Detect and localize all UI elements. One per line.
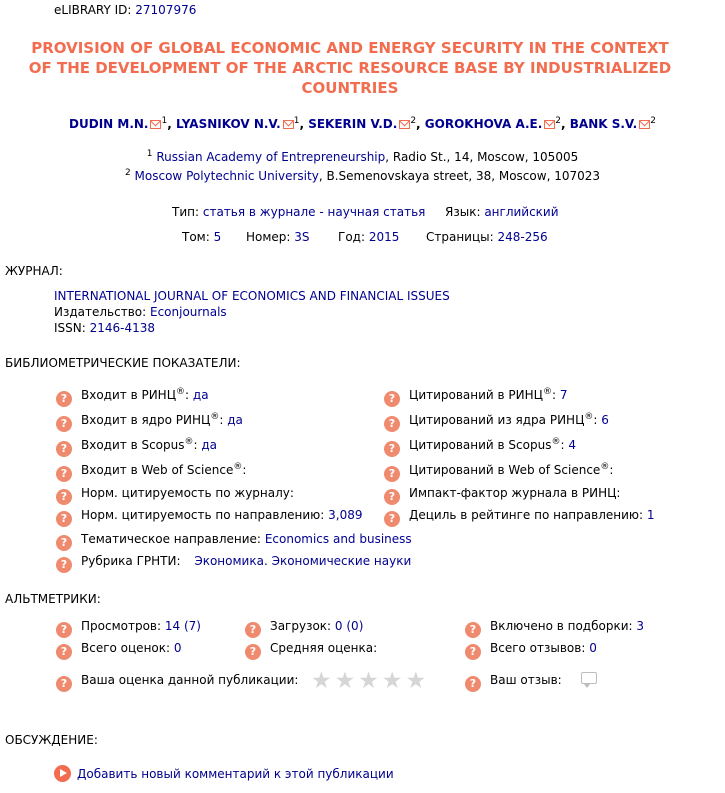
author-list: DUDIN M.N. $^1$, LYASNIKOV N.V. $^1$, SEKERIN V.D. $^2$, GOROKHOVA A.E. $^2$, BANK S.V. $^2$ xyxy=(69,116,656,131)
downloads-value[interactable]: 0 (0) xyxy=(334,619,364,633)
help-icon[interactable]: ? xyxy=(56,622,72,638)
alt-your-review xyxy=(465,673,562,692)
help-icon[interactable]: ? xyxy=(465,622,481,638)
metric-label: Входит в Scopus xyxy=(81,438,185,452)
metric-label: Входит в ядро РИНЦ xyxy=(81,413,211,427)
help-icon[interactable]: ? xyxy=(245,644,261,660)
metric-value[interactable]: да xyxy=(192,388,209,402)
alt-collections xyxy=(465,619,644,638)
metric-subject-area xyxy=(56,531,412,551)
affiliation-2 xyxy=(0,168,725,183)
metric-value[interactable]: 1 xyxy=(646,508,655,522)
author-link[interactable]: GOROKHOVA A.E. xyxy=(424,117,543,131)
help-icon[interactable]: ? xyxy=(245,622,261,638)
type-value[interactable]: статья в журнале - научная статья xyxy=(202,205,426,219)
volume-label: Том: xyxy=(182,230,210,244)
metric-label: Цитирований в РИНЦ xyxy=(409,388,543,402)
metric-label: Норм. цитируемость по направлению: xyxy=(81,508,325,522)
metric-label: Дециль в рейтинге по направлению: xyxy=(409,508,644,522)
altmetrics-heading: АЛЬТМЕТРИКИ: xyxy=(5,592,101,606)
metric-impact-factor xyxy=(384,485,620,505)
journal-publisher xyxy=(54,305,227,319)
metric-reg: ® xyxy=(543,387,552,397)
metric-citations-wos xyxy=(384,462,613,482)
help-icon[interactable]: ? xyxy=(56,511,72,527)
affiliation-org-link[interactable]: Moscow Polytechnic University xyxy=(134,169,319,183)
views-label: Просмотров: xyxy=(81,619,162,633)
reviews-value[interactable]: 0 xyxy=(589,641,597,655)
year-value[interactable]: 2015 xyxy=(368,230,400,244)
metric-label: Импакт-фактор журнала в РИНЦ: xyxy=(409,486,621,500)
metric-colon: : xyxy=(552,388,557,402)
metric-label: Цитирований из ядра РИНЦ xyxy=(409,413,585,427)
metric-reg: ® xyxy=(210,412,220,422)
metric-journal-norm xyxy=(56,485,294,505)
alt-average xyxy=(245,641,377,660)
help-icon[interactable]: ? xyxy=(56,557,72,573)
play-icon[interactable] xyxy=(54,765,71,782)
year xyxy=(338,230,399,244)
metric-citations-core xyxy=(384,412,609,432)
metric-value[interactable]: 4 xyxy=(568,438,576,452)
metric-citations-scopus xyxy=(384,437,576,457)
metric-value[interactable]: Economics and business xyxy=(264,532,412,546)
reviews-label: Всего отзывов: xyxy=(490,641,586,655)
help-icon[interactable]: ? xyxy=(384,391,400,407)
help-icon[interactable]: ? xyxy=(384,511,400,527)
metric-label: Входит в Web of Science xyxy=(81,463,234,477)
alt-reviews xyxy=(465,641,597,660)
help-icon[interactable]: ? xyxy=(56,466,72,482)
metric-direction-norm xyxy=(56,507,363,527)
metric-value[interactable]: 7 xyxy=(559,388,568,402)
title-line-3: COUNTRIES xyxy=(301,79,399,97)
alt-ratings xyxy=(56,641,182,660)
affiliation-address: , Radio St., 14, Moscow, 105005 xyxy=(385,150,579,164)
title-line-1: PROVISION OF GLOBAL ECONOMIC AND ENERGY SECURITY IN THE CONTEXT xyxy=(31,39,669,57)
metric-label: Рубрика ГРНТИ: xyxy=(81,554,181,568)
metric-reg: ® xyxy=(600,462,610,472)
alt-views xyxy=(56,619,201,638)
downloads-label: Загрузок: xyxy=(270,619,332,633)
alt-downloads xyxy=(245,619,363,638)
metric-scopus xyxy=(56,437,217,457)
help-icon[interactable]: ? xyxy=(384,441,400,457)
bibliometrics-heading: БИБЛИОМЕТРИЧЕСКИЕ ПОКАЗАТЕЛИ: xyxy=(5,356,241,370)
publication-type xyxy=(172,205,425,219)
issn-label: ISSN: xyxy=(54,321,86,335)
metric-colon: : xyxy=(242,463,247,477)
affiliation-address: , B.Semenovskaya street, 38, Moscow, 107023 xyxy=(318,169,601,183)
metric-label: Норм. цитируемость по журналу: xyxy=(81,486,294,500)
metric-reg: ® xyxy=(176,387,186,397)
author-sup: 2 xyxy=(555,116,562,126)
metric-reg: ® xyxy=(584,412,594,422)
metric-value[interactable]: да xyxy=(201,438,218,452)
metric-label: Цитирований в Web of Science xyxy=(409,463,601,477)
collections-value[interactable]: 3 xyxy=(636,619,645,633)
elibrary-id xyxy=(54,3,196,17)
number-label: Номер: xyxy=(246,230,291,244)
help-icon[interactable]: ? xyxy=(56,644,72,660)
number-value[interactable]: 3S xyxy=(294,230,310,244)
metric-grnti xyxy=(56,553,411,573)
metric-decile xyxy=(384,507,655,527)
collections-label: Включено в подборки: xyxy=(490,619,633,633)
author-sup: 1 xyxy=(293,116,300,126)
page-title xyxy=(16,38,684,98)
metric-rinc-core xyxy=(56,412,243,432)
volume xyxy=(182,230,221,244)
help-icon[interactable]: ? xyxy=(56,391,72,407)
language-label: Язык: xyxy=(445,205,481,219)
author-link[interactable]: LYASNIKOV N.V. xyxy=(175,117,281,131)
author-link[interactable]: BANK S.V. xyxy=(569,117,638,131)
envelope-icon[interactable] xyxy=(283,120,294,129)
comment-bubble-icon[interactable] xyxy=(581,672,597,684)
affiliation-sup: 2 xyxy=(124,168,131,178)
metric-value[interactable]: 3,089 xyxy=(328,508,363,522)
metric-label: Цитирований в Scopus xyxy=(409,438,552,452)
help-icon[interactable]: ? xyxy=(384,466,400,482)
your-rating-label: Ваша оценка данной публикации: xyxy=(81,673,299,687)
envelope-icon[interactable] xyxy=(544,120,555,129)
volume-value[interactable]: 5 xyxy=(213,230,222,244)
help-icon[interactable]: ? xyxy=(384,489,400,505)
help-icon[interactable]: ? xyxy=(465,676,481,692)
metric-value[interactable]: 6 xyxy=(601,413,609,427)
issn-link[interactable]: 2146-4138 xyxy=(89,321,156,335)
metric-value[interactable]: Экономика. Экономические науки xyxy=(194,554,412,568)
elibrary-id-label: eLIBRARY ID: xyxy=(54,3,132,17)
discussion-heading: ОБСУЖДЕНИЕ: xyxy=(5,733,98,747)
your-review-label: Ваш отзыв: xyxy=(490,673,562,687)
year-label: Год: xyxy=(338,230,365,244)
author-sup: 1 xyxy=(161,116,168,126)
pages-value: 248-256 xyxy=(497,230,548,244)
language-value[interactable]: английский xyxy=(484,205,559,219)
views-value[interactable]: 14 (7) xyxy=(164,619,201,633)
ratings-label: Всего оценок: xyxy=(81,641,171,655)
publisher-label: Издательство: xyxy=(54,305,147,319)
metric-rinc xyxy=(56,387,209,407)
metric-reg: ® xyxy=(551,437,561,447)
author-sup: 2 xyxy=(650,116,656,126)
elibrary-id-value[interactable]: 27107976 xyxy=(135,3,197,17)
envelope-icon[interactable] xyxy=(399,120,410,129)
metric-value[interactable]: да xyxy=(227,413,243,427)
journal-name-link[interactable]: INTERNATIONAL JOURNAL OF ECONOMICS AND FINANCIAL ISSUES xyxy=(54,289,450,303)
issue-number xyxy=(246,230,310,244)
pages xyxy=(426,230,548,244)
help-icon[interactable]: ? xyxy=(56,535,72,551)
metric-citations-rinc xyxy=(384,387,568,407)
pages-label: Страницы: xyxy=(426,230,494,244)
publication-language xyxy=(445,205,559,219)
author-sup: 2 xyxy=(410,116,417,126)
add-comment-link[interactable]: Добавить новый комментарий к этой публикации xyxy=(77,767,394,781)
metric-label: Тематическое направление: xyxy=(81,532,261,546)
help-icon[interactable]: ? xyxy=(56,416,72,432)
envelope-icon[interactable] xyxy=(150,120,161,129)
metric-reg: ® xyxy=(233,462,243,472)
metric-reg: ® xyxy=(184,437,194,447)
help-icon[interactable]: ? xyxy=(56,489,72,505)
metric-colon: : xyxy=(593,413,598,427)
affiliation-sup: 1 xyxy=(146,149,153,159)
alt-your-rating xyxy=(56,673,298,692)
type-label: Тип: xyxy=(172,205,200,219)
author-link[interactable]: SEKERIN V.D. xyxy=(308,117,398,131)
metric-colon: : xyxy=(185,388,190,402)
title-line-2: OF THE DEVELOPMENT OF THE ARCTIC RESOURCE BASE BY INDUSTRIALIZED xyxy=(28,59,672,77)
rating-stars[interactable]: ★★★★★ xyxy=(311,668,430,694)
metric-colon: : xyxy=(609,463,614,477)
metric-colon: : xyxy=(219,413,224,427)
journal-heading: ЖУРНАЛ: xyxy=(5,264,63,278)
help-icon[interactable]: ? xyxy=(465,644,481,660)
help-icon[interactable]: ? xyxy=(56,676,72,692)
metric-label: Входит в РИНЦ xyxy=(81,388,177,402)
add-comment[interactable] xyxy=(54,765,394,782)
help-icon[interactable]: ? xyxy=(56,441,72,457)
affiliation-org-link[interactable]: Russian Academy of Entrepreneurship xyxy=(156,150,386,164)
envelope-icon[interactable] xyxy=(639,120,650,129)
metric-colon: : xyxy=(560,438,565,452)
author-link[interactable]: DUDIN M.N. xyxy=(69,117,149,131)
ratings-value[interactable]: 0 xyxy=(173,641,182,655)
metric-colon: : xyxy=(193,438,198,452)
metric-wos xyxy=(56,462,246,482)
help-icon[interactable]: ? xyxy=(384,416,400,432)
journal-issn xyxy=(54,321,155,335)
affiliation-1 xyxy=(0,149,725,164)
publisher-link[interactable]: Econjournals xyxy=(150,305,227,319)
average-label: Средняя оценка: xyxy=(270,641,378,655)
